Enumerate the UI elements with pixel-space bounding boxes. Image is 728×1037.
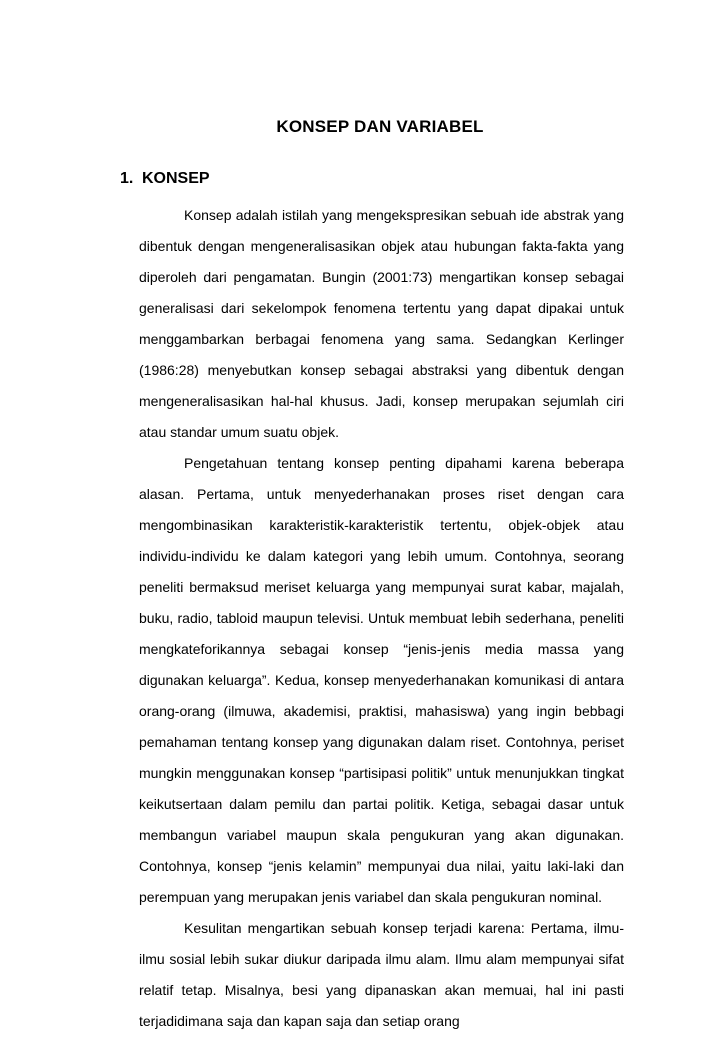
paragraph-2: Pengetahuan tentang konsep penting dipahami karena beberapa alasan. Pertama, untuk menyederhanakan proses riset dengan cara mengombinasikan karakteristik-karakteristik tertentu, objek-objek atau individu-individu ke dalam kategori yang lebih umum. Contohnya, seorang peneliti bermaksud meriset keluarga yang mempunyai surat kabar, majalah, buku, radio, tabloid maupun televisi. Untuk membuat lebih sederhana, peneliti mengkateforikannya sebagai konsep “jenis-jenis media massa yang digunakan keluarga”. Kedua, konsep menyederhanakan komunikasi di antara orang-orang (ilmuwa, akademisi, praktisi, mahasiswa) yang ingin bebbagi pemahaman tentang konsep yang digunakan dalam riset. Contohnya, periset mungkin menggunakan konsep “partisipasi politik” untuk menunjukkan tingkat keikutsertaan dalam pemilu dan partai politik. Ketiga, sebagai dasar untuk membangun variabel maupun skala pengukuran yang akan digunakan. Contohnya, konsep “jenis kelamin” mempunyai dua nilai, yaitu laki-laki dan perempuan yang merupakan jenis variabel dan skala pengukuran nominal. (139, 455, 624, 905)
document-title: KONSEP DAN VARIABEL (276, 117, 484, 136)
body-text (139, 200, 624, 1037)
section-heading (120, 170, 210, 188)
paragraph-3: Kesulitan mengartikan sebuah konsep terjadi karena: Pertama, ilmu-ilmu sosial lebih sukar diukur daripada ilmu alam. Ilmu alam mempunyai sifat relatif tetap. Misalnya, besi yang dipanaskan akan memuai, hal ini pasti terjadidimana saja dan kapan saja dan setiap orang (139, 920, 624, 1029)
section-number: 1. (120, 170, 134, 187)
section-heading-text: KONSEP (142, 170, 210, 187)
paragraph-1: Konsep adalah istilah yang mengekspresikan sebuah ide abstrak yang dibentuk dengan mengeneralisasikan objek atau hubungan fakta-fakta yang diperoleh dari pengamatan. Bungin (2001:73) mengartikan konsep sebagai generalisasi dari sekelompok fenomena tertentu yang dapat dipakai untuk menggambarkan berbagai fenomena yang sama. Sedangkan Kerlinger (1986:28) menyebutkan konsep sebagai abstraksi yang dibentuk dengan mengeneralisasikan hal-hal khusus. Jadi, konsep merupakan sejumlah ciri atau standar umum suatu objek. (139, 207, 624, 440)
